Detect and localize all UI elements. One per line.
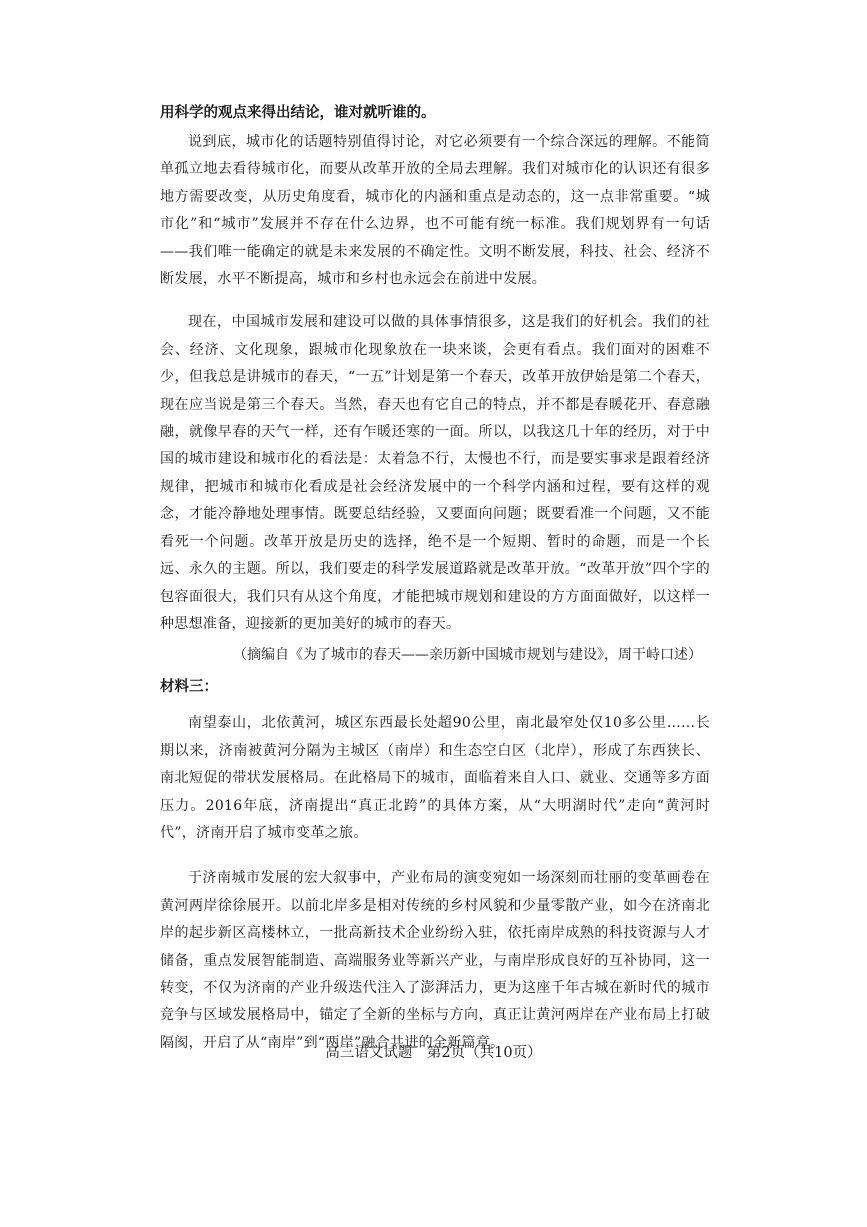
material3-heading: 材料三：	[160, 679, 218, 696]
material2-paragraph-1: 说到底，城市化的话题特别值得讨论，对它必须要有一个综合深远的理解。不能简单孤立地去看待城市化，而要从改革开放的全局去理解。我们对城市化的认识还有很多地方需要改变，从历史角度看，城市化的内涵和重点是动态的，这一点非常重要。“城市化”和“城市”发展并不存在什么边界，也不可能有统一标准。我们规划界有一句话——我们唯一能确定的就是未来发展的不确定性。文明不断发展，科技、社会、经济不断发展，水平不断提高，城市和乡村也永远会在前进中发展。	[160, 134, 710, 288]
source-citation: （摘编自《为了城市的春天——亲历新中国城市规划与建设》，周干峙口述）	[233, 647, 702, 664]
page-footer: 高三语文试题 第2页（共10页）	[325, 1045, 542, 1061]
page-content	[160, 101, 710, 1057]
lead-line: 用科学的观点来得出结论，谁对就听谁的。	[160, 105, 436, 121]
material3-paragraph-1: 南望泰山，北依黄河，城区东西最长处超90公里，南北最窄处仅10多公里……长期以来，济南被黄河分隔为主城区（南岸）和生态空白区（北岸），形成了东西狭长、南北短促的带状发展格局。在此格局下的城市，面临着来自人口、就业、交通等多方面压力。2016年底，济南提出“真正北跨”的具体方案，从“大明湖时代”走向“黄河时代”，济南开启了城市变革之旅。	[160, 715, 710, 841]
material3-paragraph-2: 于济南城市发展的宏大叙事中，产业布局的演变宛如一场深刻而壮丽的变革画卷在黄河两岸徐徐展开。以前北岸多是相对传统的乡村风貌和少量零散产业，如今在济南北岸的起步新区高楼林立，一批高新技术企业纷纷入驻，依托南岸成熟的科技资源与人才储备，重点发展智能制造、高端服务业等新兴产业，与南岸形成良好的互补协同，这一转变，不仅为济南的产业升级迭代注入了澎湃活力，更为这座千年古城在新时代的城市竞争与区域发展格局中，锚定了全新的坐标与方向，真正让黄河两岸在产业布局上打破隔阂，开启了从“南岸”到“两岸”融合共进的全新篇章。	[160, 870, 710, 1051]
material2-paragraph-2: 现在，中国城市发展和建设可以做的具体事情很多，这是我们的好机会。我们的社会、经济、文化现象，跟城市化现象放在一块来谈，会更有看点。我们面对的困难不少，但我总是讲城市的春天，“一五”计划是第一个春天，改革开放伊始是第二个春天，现在应当说是第三个春天。当然，春天也有它自己的特点，并不都是春暖花开、春意融融，就像早春的天气一样，还有乍暖还寒的一面。所以，以我这几十年的经历，对于中国的城市建设和城市化的看法是：太着急不行，太慢也不行，而是要实事求是跟着经济规律，把城市和城市化看成是社会经济发展中的一个科学内涵和过程，要有这样的观念，才能冷静地处理事情。既要总结经验，又要面向问题；既要看准一个问题，又不能看死一个问题。改革开放是历史的选择，绝不是一个短期、暂时的命题，而是一个长远、永久的主题。所以，我们要走的科学发展道路就是改革开放。“改革开放”四个字的包容面很大，我们只有从这个角度，才能把城市规划和建设的方方面面做好，以这样一种思想准备，迎接新的更加美好的城市的春天。	[160, 314, 710, 632]
